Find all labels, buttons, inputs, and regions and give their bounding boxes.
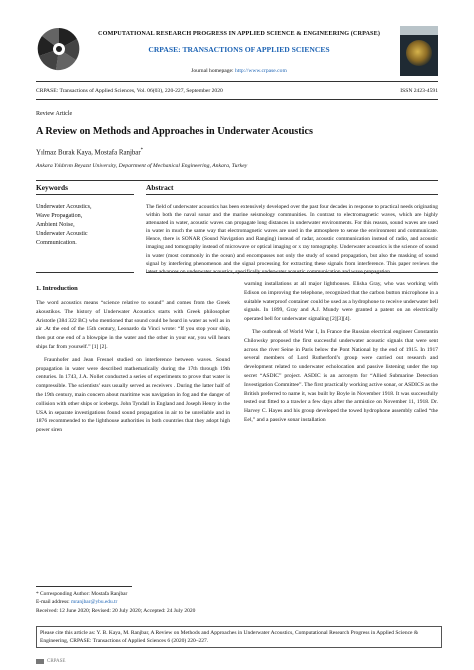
homepage-link[interactable]: http://www.crpase.com [234,68,287,74]
keyword: Ambient Noise, [36,222,75,228]
authors [36,148,143,156]
journal-logo-icon [36,26,82,72]
article-title: A Review on Methods and Approaches in Underwater Acoustics [36,126,313,137]
citation-box: Please cite this article as: Y. B. Kaya, M. Ranjbar, A Review on Methods and Approaches in Underwater Acoustics, Computational Research Progress in Applied Science & Engineering, CRPASE: Transactions of Applied Sciences 6 (2020) 220–227. [36,626,442,648]
journal-cover-thumbnail [400,26,438,76]
keywords-list [36,203,128,248]
keywords-top-divider [36,180,438,181]
footnote-divider [36,586,132,587]
corresponding-author: * Corresponding Author: Mostafa Ranjbar [36,591,128,597]
email-label: E-mail address: [36,599,72,605]
author-mark: * [140,148,144,153]
paragraph: warning installations at all major lighthouses. Elisha Gray, who was working with Edison on improving the telephone, recognized that the carbon button microphone in a suitable waterproof container could be used as a hydrophone to receive underwater bell signals. In 1899, Gray and A.J. Mundy were granted a patent on an electrically operated bell for underwater signaling [2][3][4]. [244,281,438,323]
article-type: Review Article [36,111,73,117]
footer-logo-icon [36,659,44,664]
section-heading: 1. Introduction [36,285,78,292]
keyword: Underwater Acoustics, [36,204,92,210]
header-divider [36,81,438,82]
journal-subtitle: CRPASE: TRANSACTIONS OF APPLIED SCIENCES [148,45,330,54]
issue-meta [36,88,438,94]
abstract-heading: Abstract [146,183,174,192]
journal-homepage [86,68,392,74]
issn: ISSN 2423-4591 [400,88,438,94]
keyword: Underwater Acoustic [36,231,88,237]
footer-mark [36,659,65,664]
abstract-bottom-divider [146,272,438,273]
received-dates: Received: 12 June 2020; Revised: 20 July 2020; Accepted: 24 July 2020 [36,608,196,614]
keyword: Wave Propagation, [36,213,83,219]
left-column [36,299,230,435]
abstract-text: The field of underwater acoustics has been extensively developed over the past four decades in response to practical needs originating within both the naval sonar and the marine seismology communities. In contrast to electromagnetic waves, which are highly attenuated in water, acoustic waves can propagate long distances in underwater environments. For this reason, sound waves are used in water in much the same way that electromagnetic waves are used in the atmosphere to sense the environment and communicate. Hence, there is SONAR (Sound Navigation and Ranging) instead of radar, acoustic communication instead of radio, and acoustic imaging and tomography instead of microwave or optical imaging or x ray tomography. Underwater acoustics is the science of sound in water (most commonly in the ocean) and encompasses not only the study of sound propagation, but also the masking of sound signal by interfering phenomenon and the signal processing for extracting these signals from interference. This paper reviews the latest advances on underwater acoustics, specifically underwater acoustic communication and wave propagation. [146,204,438,275]
cover-band [400,26,438,35]
email-line [36,598,127,606]
paragraph: The outbreak of World War I, In France the Russian electrical engineer Constantin Chilowsky proposed the first successful underwater acoustic signals that were sent across the river Seine in Paris below the Pont National by the end of 1915. In 1917 several members of Lord Rutherford’s group were carried out research and development related to underwater echolocation and passive listening under the top secret “ASDIC” project. ASDIC is an acronym for “Allied Submarine Detection Investigation Committee”. The first practically working active sonar, or ASDICS as the British preferred to name it, was built by Boyle in November 1918. It was successfully tested out fitted to a trawler a few days after the armistice on November 11, 1918. Dr. Harvey C. Hayes and his group developed the towed hydrophone assembly called “the Eel,” and a passive sonar installation [244,328,438,423]
paragraph: Fraunhofer and Jean Fresnel studied on interference between waves. Sound propagation in water were described mathematically during the 17th through 19th centuries. In 1743, J.A. Nollet conducted a series of experiments to prove that water is compressible. The scientists’ ears usually served as receivers . During the latter half of the 19th century, main concern about maritime was navigation in fog and the danger of collision with other ships or icebergs. John Tyndall in England and Joseph Henry in the USA in separate investigations found sound propagation in air to be unreliable and in 1876 recommended to the lighthouse authorities in both countries that they adopt high power siren [36,356,230,434]
cover-art [406,40,432,66]
homepage-label: Journal homepage: [191,68,235,74]
footer-text: CRPASE [47,659,66,664]
keywords-bottom-divider [36,272,134,273]
keyword: Communication. [36,240,77,246]
keywords-heading: Keywords [36,183,69,192]
journal-header [86,30,392,74]
meta-divider [36,99,438,100]
issue-line: CRPASE: Transactions of Applied Sciences, Vol. 06(03), 220-227, September 2020 [36,88,223,94]
affiliation: Ankara Yıldırım Beyazıt University, Department of Mechanical Engineering, Ankara, Turkey [36,163,248,169]
footnote [36,590,127,606]
author-names: Yılmaz Burak Kaya, Mostafa Ranjbar [36,149,141,157]
paragraph: The word acoustics means “science relative to sound” and comes from the Greek akoustikos. The history of Underwater Acoustics starts with Greek philosopher Aristotle (384 322 BC) who mentioned that sound could be heard in water as well as in air .At the end of the 15th century, Leonardo da Vinci wrote: “If you stop your ship, then put one end of a blowpipe in the water and the other in your ear, you will hears ships far from yourself.” [1] [2]. [36,300,230,350]
keywords-head-divider [36,194,134,195]
abstract-head-divider [146,194,438,195]
journal-name: COMPUTATIONAL RESEARCH PROGRESS IN APPLIED SCIENCE & ENGINEERING (CRPASE) [98,30,380,37]
right-column [244,280,438,425]
email-link[interactable]: mranjbar@ybu.edu.tr [71,599,118,605]
